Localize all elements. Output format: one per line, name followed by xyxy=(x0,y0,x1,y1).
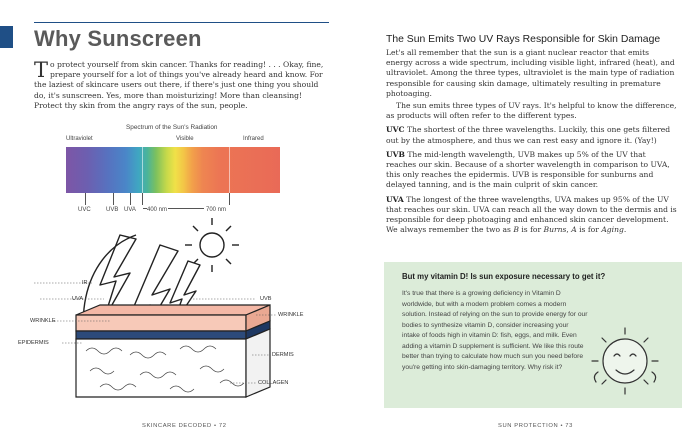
label-400nm: 400 nm xyxy=(147,207,168,213)
label-collagen: COLLAGEN xyxy=(258,380,289,386)
nm-arrow-mid xyxy=(168,208,204,209)
label-uva: UVA xyxy=(124,207,136,213)
spectrum-divider-ir xyxy=(229,147,230,193)
uva-aging: Aging xyxy=(601,225,624,235)
uva-is-for-2: is for xyxy=(576,225,602,235)
label-uva-diagram: UVA xyxy=(72,296,84,302)
skin-block xyxy=(76,305,270,397)
term-uvb: UVB xyxy=(386,149,405,159)
tick-uvc xyxy=(85,193,86,205)
uva-burns: Burns xyxy=(543,225,567,235)
tick-uva xyxy=(130,193,131,205)
sidebar-title: But my vitamin D! Is sun exposure necessary to get it? xyxy=(402,272,606,281)
tick-700 xyxy=(229,193,230,205)
left-footer: SKINCARE DECODED • 72 xyxy=(142,423,227,429)
spectrum-divider-uv xyxy=(142,147,143,193)
uva-description: The longest of the three wavelengths, UVA makes up 95% of the UV that reaches our skin. UVA can reach all the way down to the dermis and is responsible for deep photoaging and enhanced skin cancer development. We always remember the two as xyxy=(386,194,677,235)
spectrum-bar xyxy=(66,147,280,193)
label-wrinkle-left: WRINKLE xyxy=(30,318,56,324)
spectrum-title: Spectrum of the Sun's Radiation xyxy=(126,124,218,131)
label-700nm: 700 nm xyxy=(206,207,227,213)
sun-face-icon xyxy=(580,326,670,396)
label-epidermis: EPIDERMIS xyxy=(18,340,49,346)
label-wrinkle-right: WRINKLE xyxy=(278,312,304,318)
paragraph-uva xyxy=(386,195,678,236)
paragraph-uvc xyxy=(386,125,678,145)
paragraph-uvb xyxy=(386,150,678,191)
band-label-visible: Visible xyxy=(176,136,194,142)
label-uvb-diagram: UVB xyxy=(260,296,272,302)
vitamin-d-sidebar xyxy=(384,262,682,408)
label-uvc: UVC xyxy=(78,207,91,213)
label-uvb: UVB xyxy=(106,207,119,213)
uva-a: A xyxy=(571,225,577,235)
chapter-tab xyxy=(0,26,13,48)
uva-is-for-1: is for xyxy=(518,225,544,235)
uvc-description: The shortest of the three wavelengths. Luckily, this one gets filtered out by the atmosphere, and thus we can rest easy and ignore it. (Yay!) xyxy=(386,125,671,145)
uvb-description: The mid-length wavelength, UVB makes up 5% of the UV that reaches our skin. Because of a shorter wavelength in comparison to UVA, this only reaches the epidermis. UVB is responsible for sunburns and delayed tanning, and is the main culprit of skin cancer. xyxy=(386,149,670,190)
uva-comma: , xyxy=(566,225,572,235)
term-uva: UVA xyxy=(386,194,404,204)
term-uvc: UVC xyxy=(386,125,405,135)
band-label-ultraviolet: Ultraviolet xyxy=(66,136,93,142)
label-ir: IR xyxy=(82,280,88,286)
tick-uvb xyxy=(113,193,114,205)
intro-text: o protect yourself from skin cancer. Thanks for reading! . . . Okay, fine, prepare yourself for a lot of things you've already heard and know. For the laziest of skincare users out there, if there's just one thing you should do, it's sunscreen. Yes, more than moisturizing! More than cleansing! Protect thy skin from the angry rays of the sun, people. xyxy=(34,60,324,110)
intro-paragraph xyxy=(34,60,330,111)
paragraph-2: The sun emits three types of UV rays. It's helpful to know the difference, as products will often refer to the different types. xyxy=(386,101,677,121)
page-title: Why Sunscreen xyxy=(34,26,202,51)
uva-period: . xyxy=(623,225,627,235)
title-rule xyxy=(34,22,329,23)
band-label-infrared: Infrared xyxy=(243,136,264,142)
right-body xyxy=(386,48,678,237)
section-heading: The Sun Emits Two UV Rays Responsible for Skin Damage xyxy=(386,34,661,45)
right-footer: SUN PROTECTION • 73 xyxy=(498,423,573,429)
tick-400 xyxy=(142,193,143,205)
paragraph-1: Let's all remember that the sun is a giant nuclear reactor that emits energy across a wide spectrum, including visible light, infrared (heat), and ultraviolet. Among the three types, ultraviolet is the main type of radiation responsible for causing skin damage, ultimately resulting in premature photoaging. xyxy=(386,48,675,98)
uva-b: B xyxy=(513,225,519,235)
dropcap: T xyxy=(34,58,49,82)
label-dermis: DERMIS xyxy=(272,352,294,358)
sidebar-text: It's true that there is a growing deficiency in Vitamin D worldwide, but with a modern problem comes a modern solution. Instead of relying on the sun to provide energy for our bodies to synthesize vitamin D, consider increasing your intake of foods high in vitamin D: fish, eggs, and milk. Even adding a vitamin D supplement is sufficient. We like this route better than trying to calculate how much sun you need before you're getting into skin-damaging territory. Why risk it? xyxy=(402,290,588,371)
